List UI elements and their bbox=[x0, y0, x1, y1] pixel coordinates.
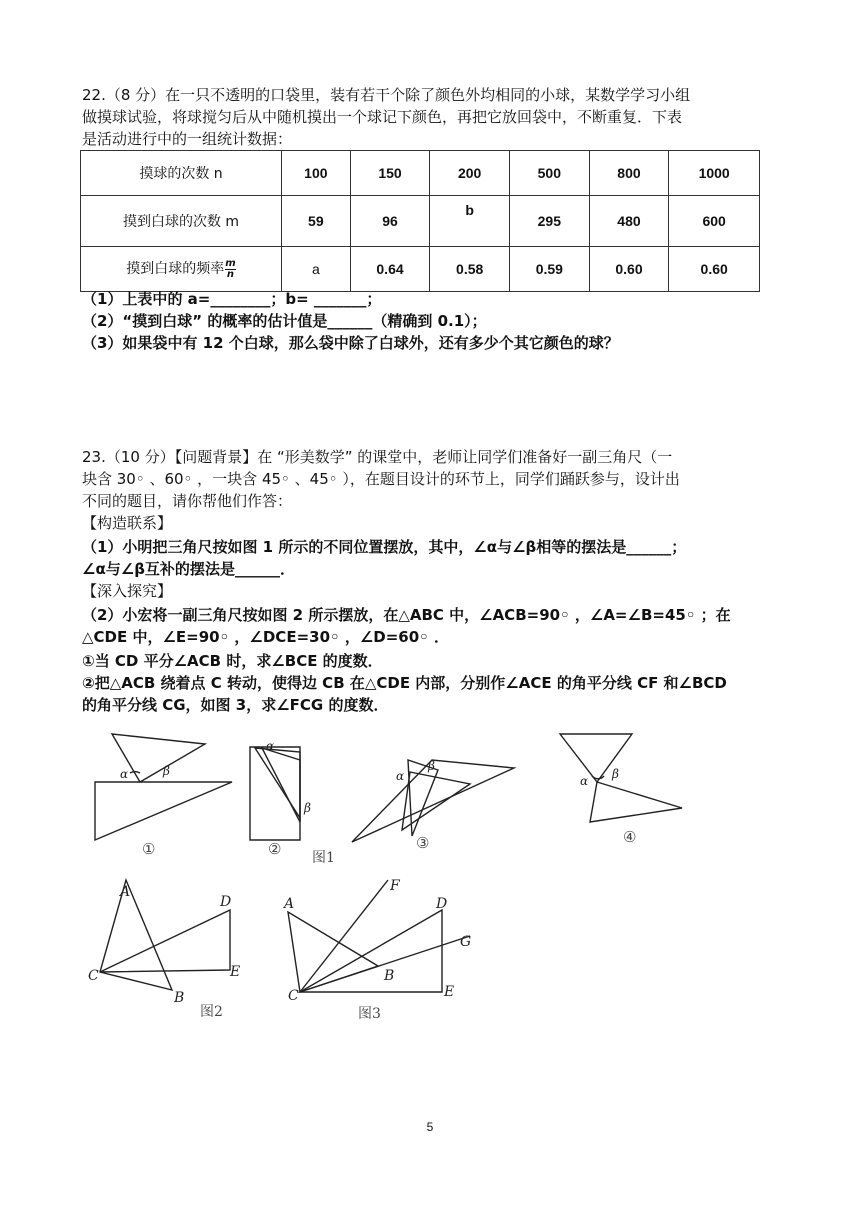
row-header-trials: 摸球的次数 n bbox=[81, 151, 282, 196]
beta-label: β bbox=[304, 801, 311, 815]
table-cell: 100 bbox=[282, 151, 351, 196]
figure-label-2: ② bbox=[268, 840, 282, 858]
table-cell: 0.60 bbox=[669, 247, 760, 292]
point-B: B bbox=[174, 990, 185, 1006]
q22-sub1: （1）上表中的 a=________；b= _______； bbox=[82, 290, 382, 308]
table-cell: 150 bbox=[350, 151, 430, 196]
point-A: A bbox=[120, 884, 131, 900]
q23-line11: ②把△ACB 绕着点 C 转动，使得边 CB 在△CDE 内部，分别作∠ACE 的角平分线 CF 和∠BCD bbox=[82, 674, 727, 692]
table-cell: 200 bbox=[430, 151, 510, 196]
table-cell: 295 bbox=[510, 196, 590, 247]
table-cell: 0.58 bbox=[430, 247, 510, 292]
point-E: E bbox=[230, 964, 241, 980]
table-cell: 0.59 bbox=[510, 247, 590, 292]
q23-line5: （1）小明把三角尺按如图 1 所示的不同位置摆放，其中，∠α与∠β相等的摆法是______； bbox=[82, 538, 687, 556]
alpha-label: α bbox=[396, 769, 405, 783]
figure-label-1: ① bbox=[142, 840, 156, 858]
alpha-label: α bbox=[266, 739, 275, 753]
point-G: G bbox=[460, 934, 472, 950]
beta-label: β bbox=[163, 764, 170, 778]
q23-line2: 块含 30◦ 、60◦ ，一块含 45◦ 、45◦ ），在题目设计的环节上，同学们踊跃参与，设计出 bbox=[82, 470, 680, 488]
alpha-label: α bbox=[580, 774, 589, 788]
beta-label: β bbox=[612, 767, 619, 781]
frequency-label: 摸到白球的频率 bbox=[126, 261, 225, 278]
table-cell: 500 bbox=[510, 151, 590, 196]
point-A: A bbox=[284, 896, 295, 912]
q22-line1: 22.（8 分）在一只不透明的口袋里，装有若干个除了颜色外均相同的小球，某数学学习小组 bbox=[82, 86, 691, 104]
point-B: B bbox=[384, 968, 395, 984]
table-cell: 96 bbox=[350, 196, 430, 247]
figure-1-caption: 图1 bbox=[312, 850, 335, 866]
page-number: 5 bbox=[426, 1120, 434, 1134]
table-cell: 0.60 bbox=[589, 247, 669, 292]
table-cell: 59 bbox=[282, 196, 351, 247]
fraction-m-over-n: $\frac{m}{n}$ bbox=[225, 257, 236, 280]
figure-2-caption: 图2 bbox=[200, 1004, 223, 1020]
table-cell: 1000 bbox=[669, 151, 760, 196]
table-cell-a: a bbox=[282, 247, 351, 292]
q22-line3: 是活动进行中的一组统计数据： bbox=[82, 130, 293, 148]
beta-label: β bbox=[428, 759, 435, 773]
alpha-label: α bbox=[120, 767, 129, 781]
q22-sub2: （2）“摸到白球” 的概率的估计值是______（精确到 0.1）； bbox=[82, 312, 487, 330]
point-F: F bbox=[390, 878, 400, 894]
point-D: D bbox=[436, 896, 448, 912]
q23-line12: 的角平分线 CG，如图 3，求∠FCG 的度数． bbox=[82, 696, 389, 714]
table-cell: 0.64 bbox=[350, 247, 430, 292]
q23-line4: 【构造联系】 bbox=[82, 514, 173, 532]
q23-line1: 23.（10 分）【问题背景】在 “形美数学” 的课堂中，老师让同学们准备好一副三角尺（一 bbox=[82, 448, 673, 466]
q23-line10: ①当 CD 平分∠ACB 时，求∠BCE 的度数． bbox=[82, 652, 383, 670]
point-E: E bbox=[444, 984, 455, 1000]
point-C: C bbox=[288, 988, 299, 1004]
row-header-white-count: 摸到白球的次数 m bbox=[81, 196, 282, 247]
point-C: C bbox=[88, 968, 99, 984]
figure-label-3: ③ bbox=[416, 834, 430, 852]
table-cell-b: b bbox=[430, 196, 510, 247]
table-cell: 600 bbox=[669, 196, 760, 247]
q23-line3: 不同的题目，请你帮他们作答： bbox=[82, 492, 293, 510]
table-cell: 800 bbox=[589, 151, 669, 196]
figure-label-4: ④ bbox=[623, 828, 637, 846]
figure-3-caption: 图3 bbox=[358, 1006, 381, 1022]
q23-line6: ∠α与∠β互补的摆法是______． bbox=[82, 560, 295, 578]
q22-line2: 做摸球试验，将球搅匀后从中随机摸出一个球记下颜色，再把它放回袋中，不断重复．下表 bbox=[82, 108, 683, 126]
q23-line7: 【深入探究】 bbox=[82, 582, 173, 600]
q23-line9: △CDE 中，∠E=90◦ ，∠DCE=30◦ ，∠D=60◦ ． bbox=[82, 628, 449, 646]
q22-sub3: （3）如果袋中有 12 个白球，那么袋中除了白球外，还有多少个其它颜色的球？ bbox=[82, 334, 619, 352]
point-D: D bbox=[220, 894, 232, 910]
table-cell: 480 bbox=[589, 196, 669, 247]
q23-line8: （2）小宏将一副三角尺按如图 2 所示摆放，在△ABC 中，∠ACB=90◦ ，∠A=∠B=45◦ ；在 bbox=[82, 606, 731, 624]
